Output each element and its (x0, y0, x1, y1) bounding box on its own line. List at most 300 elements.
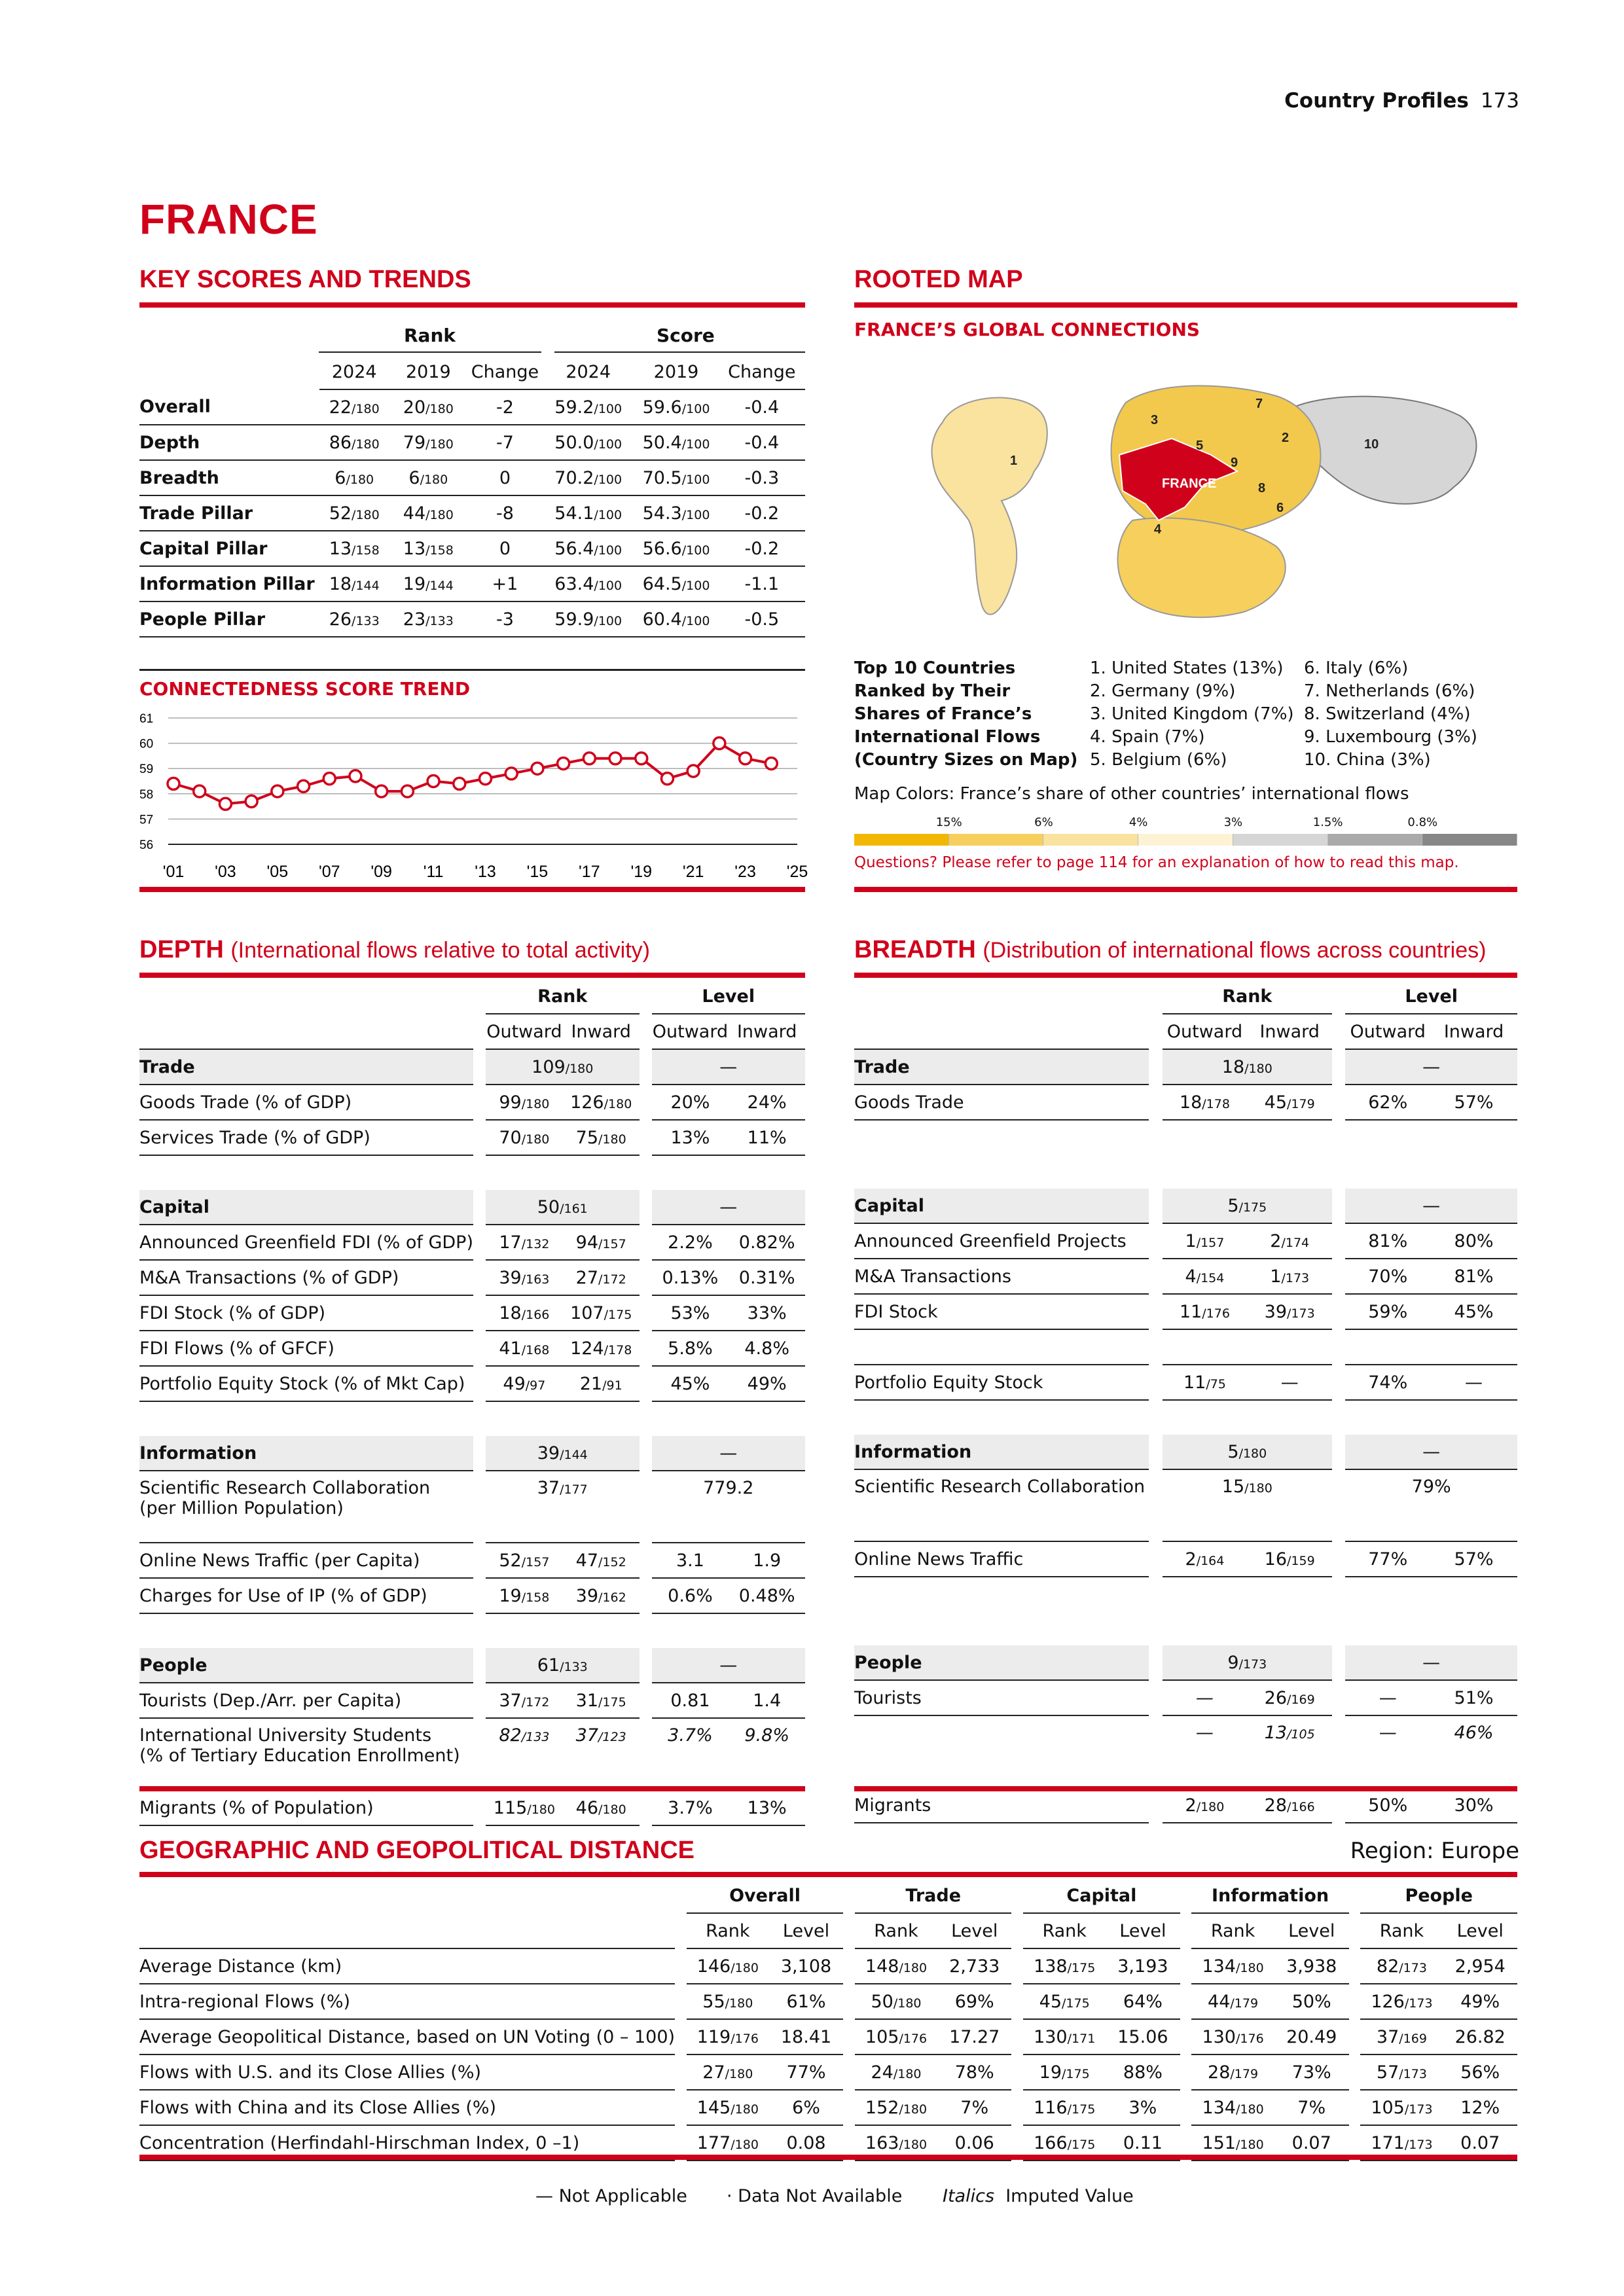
geo-group-header: Overall (687, 1878, 843, 1913)
rank-denominator: /175 (1238, 1200, 1267, 1215)
rank-denominator: /105 (1287, 1727, 1315, 1742)
level-inward: 46% (1430, 1715, 1517, 1787)
rank-denominator: /157 (598, 1236, 626, 1251)
rank-value: 57 (1376, 2062, 1399, 2083)
key-row-label: People Pillar (139, 601, 319, 637)
depth-title (139, 936, 650, 964)
geo-title: GEOGRAPHIC AND GEOPOLITICAL DISTANCE (139, 1837, 695, 1864)
rank-value: 18 (499, 1302, 522, 1323)
rank-denominator: /180 (1236, 2137, 1264, 2152)
geo-level: 64% (1106, 1984, 1180, 2019)
key-row (139, 389, 805, 425)
rank-denominator: /100 (594, 578, 623, 593)
level-outward: 3.7% (652, 1790, 729, 1825)
rank-value: 163 (865, 2132, 899, 2153)
level-inward: — (1430, 1365, 1517, 1400)
y-tick-label: 56 (139, 838, 154, 852)
top10-item: 2. Germany (9%) (1090, 681, 1236, 701)
rank-denominator: /180 (598, 1802, 626, 1817)
rank-denominator: /173 (1404, 1996, 1433, 2011)
pillar-label: Information (854, 1435, 1149, 1469)
rank-denominator: /179 (1230, 2066, 1259, 2081)
rank-denominator: /180 (1244, 1481, 1272, 1496)
trend-chart (139, 704, 808, 884)
top10-item: 5. Belgium (6%) (1090, 750, 1227, 770)
rank-value: 15 (1221, 1477, 1245, 1497)
rank-value: 5 (1227, 1441, 1239, 1462)
level-inward: 49% (729, 1366, 805, 1401)
rank-denominator: /154 (1196, 1270, 1225, 1285)
rank-value: 39 (499, 1267, 522, 1288)
data-point (454, 778, 465, 789)
geo-row (139, 1984, 1517, 2019)
rank-value: 166 (1034, 2132, 1068, 2153)
rank-value: 119 (696, 2026, 731, 2047)
level-outward: 13% (652, 1120, 729, 1155)
rank-value: 21 (579, 1373, 603, 1394)
level-outward: 0.13% (652, 1260, 729, 1295)
rank-denominator: /176 (731, 2031, 759, 2046)
top10-item: 3. United Kingdom (7%) (1090, 704, 1294, 724)
rooted-map-title: ROOTED MAP (854, 266, 1023, 293)
data-point (636, 753, 647, 764)
level-outward: 3.7% (652, 1718, 729, 1790)
rank-denominator: /180 (731, 2137, 759, 2152)
geo-sub-header: Rank (855, 1913, 937, 1948)
rank-denominator: /180 (899, 2102, 928, 2117)
top10-label-line: International Flows (854, 727, 1041, 747)
metric-label: Tourists (854, 1680, 1149, 1715)
geo-row (139, 2090, 1517, 2125)
pillar-label: Capital (854, 1189, 1149, 1223)
rank-denominator: /159 (1287, 1553, 1315, 1568)
score-change: -0.5 (719, 601, 805, 637)
level-inward: 51% (1430, 1680, 1517, 1715)
rank-change: -2 (467, 389, 543, 425)
geo-row (139, 2019, 1517, 2054)
rank-denominator: /162 (598, 1590, 626, 1605)
y-tick-label: 57 (139, 813, 154, 827)
data-point (298, 780, 310, 792)
geo-level: 17.27 (937, 2019, 1011, 2054)
metric-row (854, 1085, 1517, 1120)
metric-label: FDI Stock (854, 1294, 1149, 1329)
rank-value: 44 (403, 503, 426, 524)
x-tick-label: '15 (526, 863, 549, 881)
rank-value: 145 (696, 2097, 731, 2118)
data-point (219, 798, 231, 810)
pillar-level: — (1345, 1189, 1517, 1223)
key-row (139, 495, 805, 531)
data-point (168, 778, 179, 789)
col-change: Change (719, 355, 805, 389)
metric-label: Portfolio Equity Stock (854, 1365, 1149, 1400)
rank-denominator: /100 (594, 507, 623, 522)
rank-denominator: /180 (899, 1960, 928, 1975)
rank-value: 130 (1034, 2026, 1068, 2047)
rank-denominator: /157 (521, 1554, 550, 1570)
geo-row-label: Average Geopolitical Distance, based on UN Voting (0 – 100) (139, 2019, 675, 2054)
rank-denominator: /100 (681, 401, 710, 416)
rank-value: 27 (702, 2062, 725, 2083)
geo-level: 15.06 (1106, 2019, 1180, 2054)
geo-level: 0.06 (937, 2125, 1011, 2161)
geo-level: 61% (769, 1984, 843, 2019)
geo-row-label: Concentration (Herfindahl-Hirschman Index, 0 –1) (139, 2125, 675, 2161)
rank-denominator: /180 (352, 507, 380, 522)
rank-denominator: /180 (1236, 2102, 1264, 2117)
rank-denominator: /173 (1281, 1270, 1310, 1285)
country-title: FRANCE (139, 196, 318, 243)
map-number-8: 8 (1258, 481, 1266, 495)
africa-shape (1118, 518, 1286, 617)
rank-value: 54.1 (554, 503, 594, 524)
rooted-map (897, 357, 1492, 632)
metric-label (139, 1471, 473, 1543)
pillar-label: People (854, 1645, 1149, 1680)
running-header (1284, 89, 1519, 113)
map-number-4: 4 (1154, 522, 1162, 537)
breadth-title (854, 936, 1486, 964)
score-change: -0.4 (719, 389, 805, 425)
rank-value: 2 (1270, 1230, 1282, 1251)
rank-value: 109 (532, 1056, 566, 1077)
outward-header: Outward (486, 1014, 563, 1049)
rank-value: 17 (499, 1232, 522, 1253)
rank-value: 18 (1179, 1092, 1202, 1113)
level-outward: 2.2% (652, 1225, 729, 1260)
level-inward: 4.8% (729, 1331, 805, 1366)
level-inward: 0.82% (729, 1225, 805, 1260)
map-colors-label: Map Colors: France’s share of other countries’ international flows (854, 784, 1409, 804)
geo-level: 3,193 (1106, 1948, 1180, 1984)
map-number-3: 3 (1151, 413, 1159, 427)
metric-label: FDI Stock (% of GDP) (139, 1295, 473, 1331)
geo-group-header: Trade (855, 1878, 1011, 1913)
geo-level: 20.49 (1274, 2019, 1349, 2054)
rank-value: 4 (1185, 1266, 1197, 1287)
rank-rule (319, 351, 541, 353)
rank-denominator: /144 (560, 1447, 588, 1462)
rank-denominator: /176 (1202, 1306, 1230, 1321)
rank-value: 126 (570, 1092, 604, 1113)
rooted-redbar (854, 302, 1517, 308)
footer-imputed-text: Imputed Value (1005, 2186, 1134, 2206)
data-point (765, 757, 777, 769)
rank-change: -3 (467, 601, 543, 637)
rank-denominator: /169 (1399, 2031, 1427, 2046)
pillar-label: People (139, 1648, 473, 1683)
rank-value: 59.2 (554, 397, 594, 418)
pillar-label: Information (139, 1436, 473, 1471)
rank-value: 54.3 (642, 503, 682, 524)
metric-label-line: (% of Tertiary Education Enrollment) (139, 1746, 460, 1766)
geo-level: 18.41 (769, 2019, 843, 2054)
level-outward: 81% (1345, 1223, 1430, 1259)
rank-denominator: /172 (521, 1695, 550, 1710)
rank-value: 75 (575, 1127, 599, 1148)
rank-value: 134 (1202, 2097, 1236, 2118)
scale-swatch (949, 834, 1044, 846)
pillar-level: — (1345, 1645, 1517, 1680)
geo-sub-header: Rank (1191, 1913, 1274, 1948)
metric-row (139, 1295, 805, 1331)
metric-row (139, 1260, 805, 1295)
level-inward: 57% (1430, 1085, 1517, 1120)
rank-denominator: /173 (1399, 1960, 1427, 1975)
geo-row (139, 2054, 1517, 2090)
geo-sub-header: Level (1443, 1913, 1517, 1948)
level-outward (1345, 1329, 1430, 1365)
rank-denominator: /144 (352, 578, 380, 593)
pillar-level: — (1345, 1435, 1517, 1469)
geo-row-label: Flows with China and its Close Allies (%) (139, 2090, 675, 2125)
pillar-level: — (652, 1648, 805, 1683)
col-2024: 2024 (543, 355, 634, 389)
rank-value: 105 (865, 2026, 899, 2047)
color-scale-labels (854, 816, 1517, 831)
rank-value: 146 (696, 1956, 731, 1977)
rank-value: 70.5 (642, 467, 682, 488)
geo-level: 3,108 (769, 1948, 843, 1984)
rank-value: 37 (537, 1478, 560, 1498)
level-outward: 74% (1345, 1365, 1430, 1400)
metric-row (139, 1718, 805, 1790)
rank-header: Rank (404, 325, 456, 346)
geo-level: 49% (1443, 1984, 1517, 2019)
rank-denominator: /123 (598, 1730, 626, 1744)
rank-value: 134 (1202, 1956, 1236, 1977)
rank-denominator: /175 (1062, 2066, 1090, 2081)
rank-value: 46 (575, 1797, 599, 1818)
rank-value: 151 (1202, 2132, 1236, 2153)
trend-topline (139, 669, 805, 671)
y-tick-label: 59 (139, 762, 154, 777)
metric-label-line: (per Million Population) (139, 1498, 344, 1518)
rank-value: 13 (403, 538, 426, 559)
key-scores-title: KEY SCORES AND TRENDS (139, 266, 471, 293)
geo-level: 0.07 (1443, 2125, 1517, 2161)
data-point (401, 785, 413, 797)
rank-value: 105 (1371, 2097, 1405, 2118)
metric-row (139, 1543, 805, 1578)
data-point (194, 785, 206, 797)
scale-swatch (1233, 834, 1328, 846)
inward-header: Inward (729, 1014, 805, 1049)
scale-label: 6% (1034, 816, 1053, 829)
rank-value: 50 (537, 1196, 560, 1217)
rank-denominator: /100 (681, 437, 710, 452)
breadth-title-text: BREADTH (854, 936, 976, 963)
rank-value: 171 (1371, 2132, 1405, 2153)
rank-value: 19 (403, 573, 426, 594)
rank-denominator: /180 (352, 401, 380, 416)
metric-row (854, 1365, 1517, 1400)
rank-denominator: /180 (420, 472, 448, 487)
metric-label: FDI Flows (% of GFCF) (139, 1331, 473, 1366)
data-point (323, 773, 335, 785)
rank-denominator: /175 (604, 1307, 632, 1322)
scale-label: 15% (935, 816, 962, 829)
level-inward: 81% (1430, 1259, 1517, 1294)
x-tick-label: '25 (786, 863, 808, 881)
map-number-5: 5 (1196, 439, 1204, 453)
data-point (687, 765, 699, 777)
geo-row-label: Flows with U.S. and its Close Allies (%) (139, 2054, 675, 2090)
col-2024: 2024 (319, 355, 389, 389)
metric-label: Scientific Research Collaboration (854, 1469, 1149, 1541)
rank-header: Rank (1163, 979, 1333, 1014)
rank-value: 82 (1376, 1956, 1399, 1977)
rank-denominator: /100 (681, 613, 710, 628)
geo-group-header: Information (1191, 1878, 1348, 1913)
map-question: Questions? Please refer to page 114 for an explanation of how to read this map. (854, 854, 1459, 871)
rank-denominator: /178 (1202, 1096, 1230, 1111)
rank-value: 148 (865, 1956, 899, 1977)
top10-item: 10. China (3%) (1304, 750, 1431, 770)
rank-denominator: /75 (1206, 1376, 1226, 1391)
rank-value: 59.6 (642, 397, 682, 418)
metric-row (139, 1085, 805, 1120)
level-inward (1430, 1329, 1517, 1365)
rank-value: 27 (575, 1267, 599, 1288)
col-change: Change (467, 355, 543, 389)
footer-italics: Italics (943, 2186, 995, 2206)
rank-value: 47 (575, 1550, 599, 1571)
x-tick-label: '21 (682, 863, 704, 881)
rank-value: 44 (1208, 1991, 1231, 2012)
level-header: Level (1345, 979, 1517, 1014)
trend-redbar (139, 887, 805, 892)
level-outward: 62% (1345, 1085, 1430, 1120)
key-row-label: Trade Pillar (139, 495, 319, 531)
rank-value: 56.6 (642, 538, 682, 559)
outward-header: Outward (1163, 1014, 1248, 1049)
level-inward: 24% (729, 1085, 805, 1120)
rank-denominator: /91 (602, 1378, 623, 1393)
rank-value: 56.4 (554, 538, 594, 559)
rank-value: 19 (1039, 2062, 1062, 2083)
geo-level: 88% (1106, 2054, 1180, 2090)
outward-header: Outward (1345, 1014, 1430, 1049)
inward-header: Inward (1430, 1014, 1517, 1049)
rank-value: 39 (575, 1585, 599, 1606)
rank-value: 2 (1185, 1795, 1197, 1816)
rank-value: 52 (499, 1550, 522, 1571)
score-change: -0.2 (719, 495, 805, 531)
metric-row (139, 1471, 805, 1543)
rank-denominator: /178 (604, 1342, 632, 1357)
scale-swatch (1138, 834, 1233, 846)
level-inward: 0.31% (729, 1260, 805, 1295)
metric-row (854, 1223, 1517, 1259)
rank-denominator: /164 (1196, 1553, 1225, 1568)
map-number-2: 2 (1282, 431, 1290, 445)
breadth-subtitle: (Distribution of international flows across countries) (983, 938, 1487, 963)
rank-denominator: /133 (352, 613, 380, 628)
geo-level: 3,938 (1274, 1948, 1349, 1984)
top10-label-line: Shares of France’s (854, 704, 1032, 724)
data-point (245, 795, 257, 807)
scale-swatch (1422, 834, 1517, 846)
level-outward: 50% (1345, 1787, 1430, 1823)
metric-row (854, 1680, 1517, 1715)
metric-label (854, 1715, 1149, 1787)
geo-redbar (139, 1872, 1517, 1877)
level-inward: 1.4 (729, 1683, 805, 1718)
metric-row (854, 1329, 1517, 1365)
rank-value: 41 (499, 1338, 522, 1359)
rank-value: 52 (329, 503, 352, 524)
pillar-row (139, 1436, 805, 1471)
rank-denominator: /100 (594, 401, 623, 416)
rank-denominator: /180 (598, 1132, 626, 1147)
map-number-7: 7 (1255, 397, 1263, 411)
rank-denominator: /175 (1067, 2137, 1096, 2152)
rank-denominator: /180 (527, 1802, 555, 1817)
rank-denominator: /180 (346, 472, 374, 487)
top10-label-line: Ranked by Their (854, 681, 1011, 701)
rank-value: 94 (575, 1232, 599, 1253)
pillar-row (854, 1189, 1517, 1223)
rank-denominator: /180 (1236, 1960, 1264, 1975)
metric-label-line: International University Students (139, 1725, 432, 1746)
level-outward: 0.81 (652, 1683, 729, 1718)
rank-value: 116 (1034, 2097, 1068, 2118)
key-scores-table (139, 355, 805, 637)
top10-label-line: Top 10 Countries (854, 658, 1016, 678)
data-point (609, 753, 621, 764)
rank-denominator: /166 (1287, 1799, 1315, 1814)
metric-row (139, 1683, 805, 1718)
rank-value: 37 (499, 1690, 522, 1711)
pillar-row (139, 1049, 805, 1085)
x-tick-label: '09 (370, 863, 392, 881)
metric-label (139, 1718, 473, 1790)
rank-value: 177 (696, 2132, 731, 2153)
metric-label: Migrants (% of Population) (139, 1790, 473, 1825)
pillar-row (139, 1190, 805, 1225)
pillar-label: Trade (854, 1049, 1149, 1085)
metric-row (854, 1294, 1517, 1329)
scale-label: 0.8% (1407, 816, 1438, 829)
rank-denominator: /152 (598, 1554, 626, 1570)
key-row-label: Depth (139, 425, 319, 460)
metric-row (139, 1225, 805, 1260)
rank-value: 86 (329, 432, 352, 453)
rank-denominator: /175 (1062, 1996, 1090, 2011)
rank-denominator: /158 (352, 543, 380, 558)
rank-value: 1 (1185, 1230, 1197, 1251)
rank-denominator: /174 (1281, 1235, 1310, 1250)
rank-denominator: /180 (725, 1996, 753, 2011)
level-inward: 13% (729, 1790, 805, 1825)
metric-label: Online News Traffic (per Capita) (139, 1543, 473, 1578)
data-point (740, 753, 751, 764)
rank-denominator: /100 (681, 472, 710, 487)
rank-denominator: /180 (1238, 1446, 1267, 1461)
rank-denominator: /100 (681, 578, 710, 593)
map-france-label: FRANCE (1162, 476, 1217, 491)
metric-label: Charges for Use of IP (% of GDP) (139, 1578, 473, 1613)
level-outward: 20% (652, 1085, 729, 1120)
rank-value: 50.4 (642, 432, 682, 453)
rank-value: 79 (403, 432, 426, 453)
top10-item: 1. United States (13%) (1090, 658, 1284, 678)
rank-denominator: /100 (594, 472, 623, 487)
rank-value: 124 (570, 1338, 604, 1359)
data-point (558, 757, 569, 769)
